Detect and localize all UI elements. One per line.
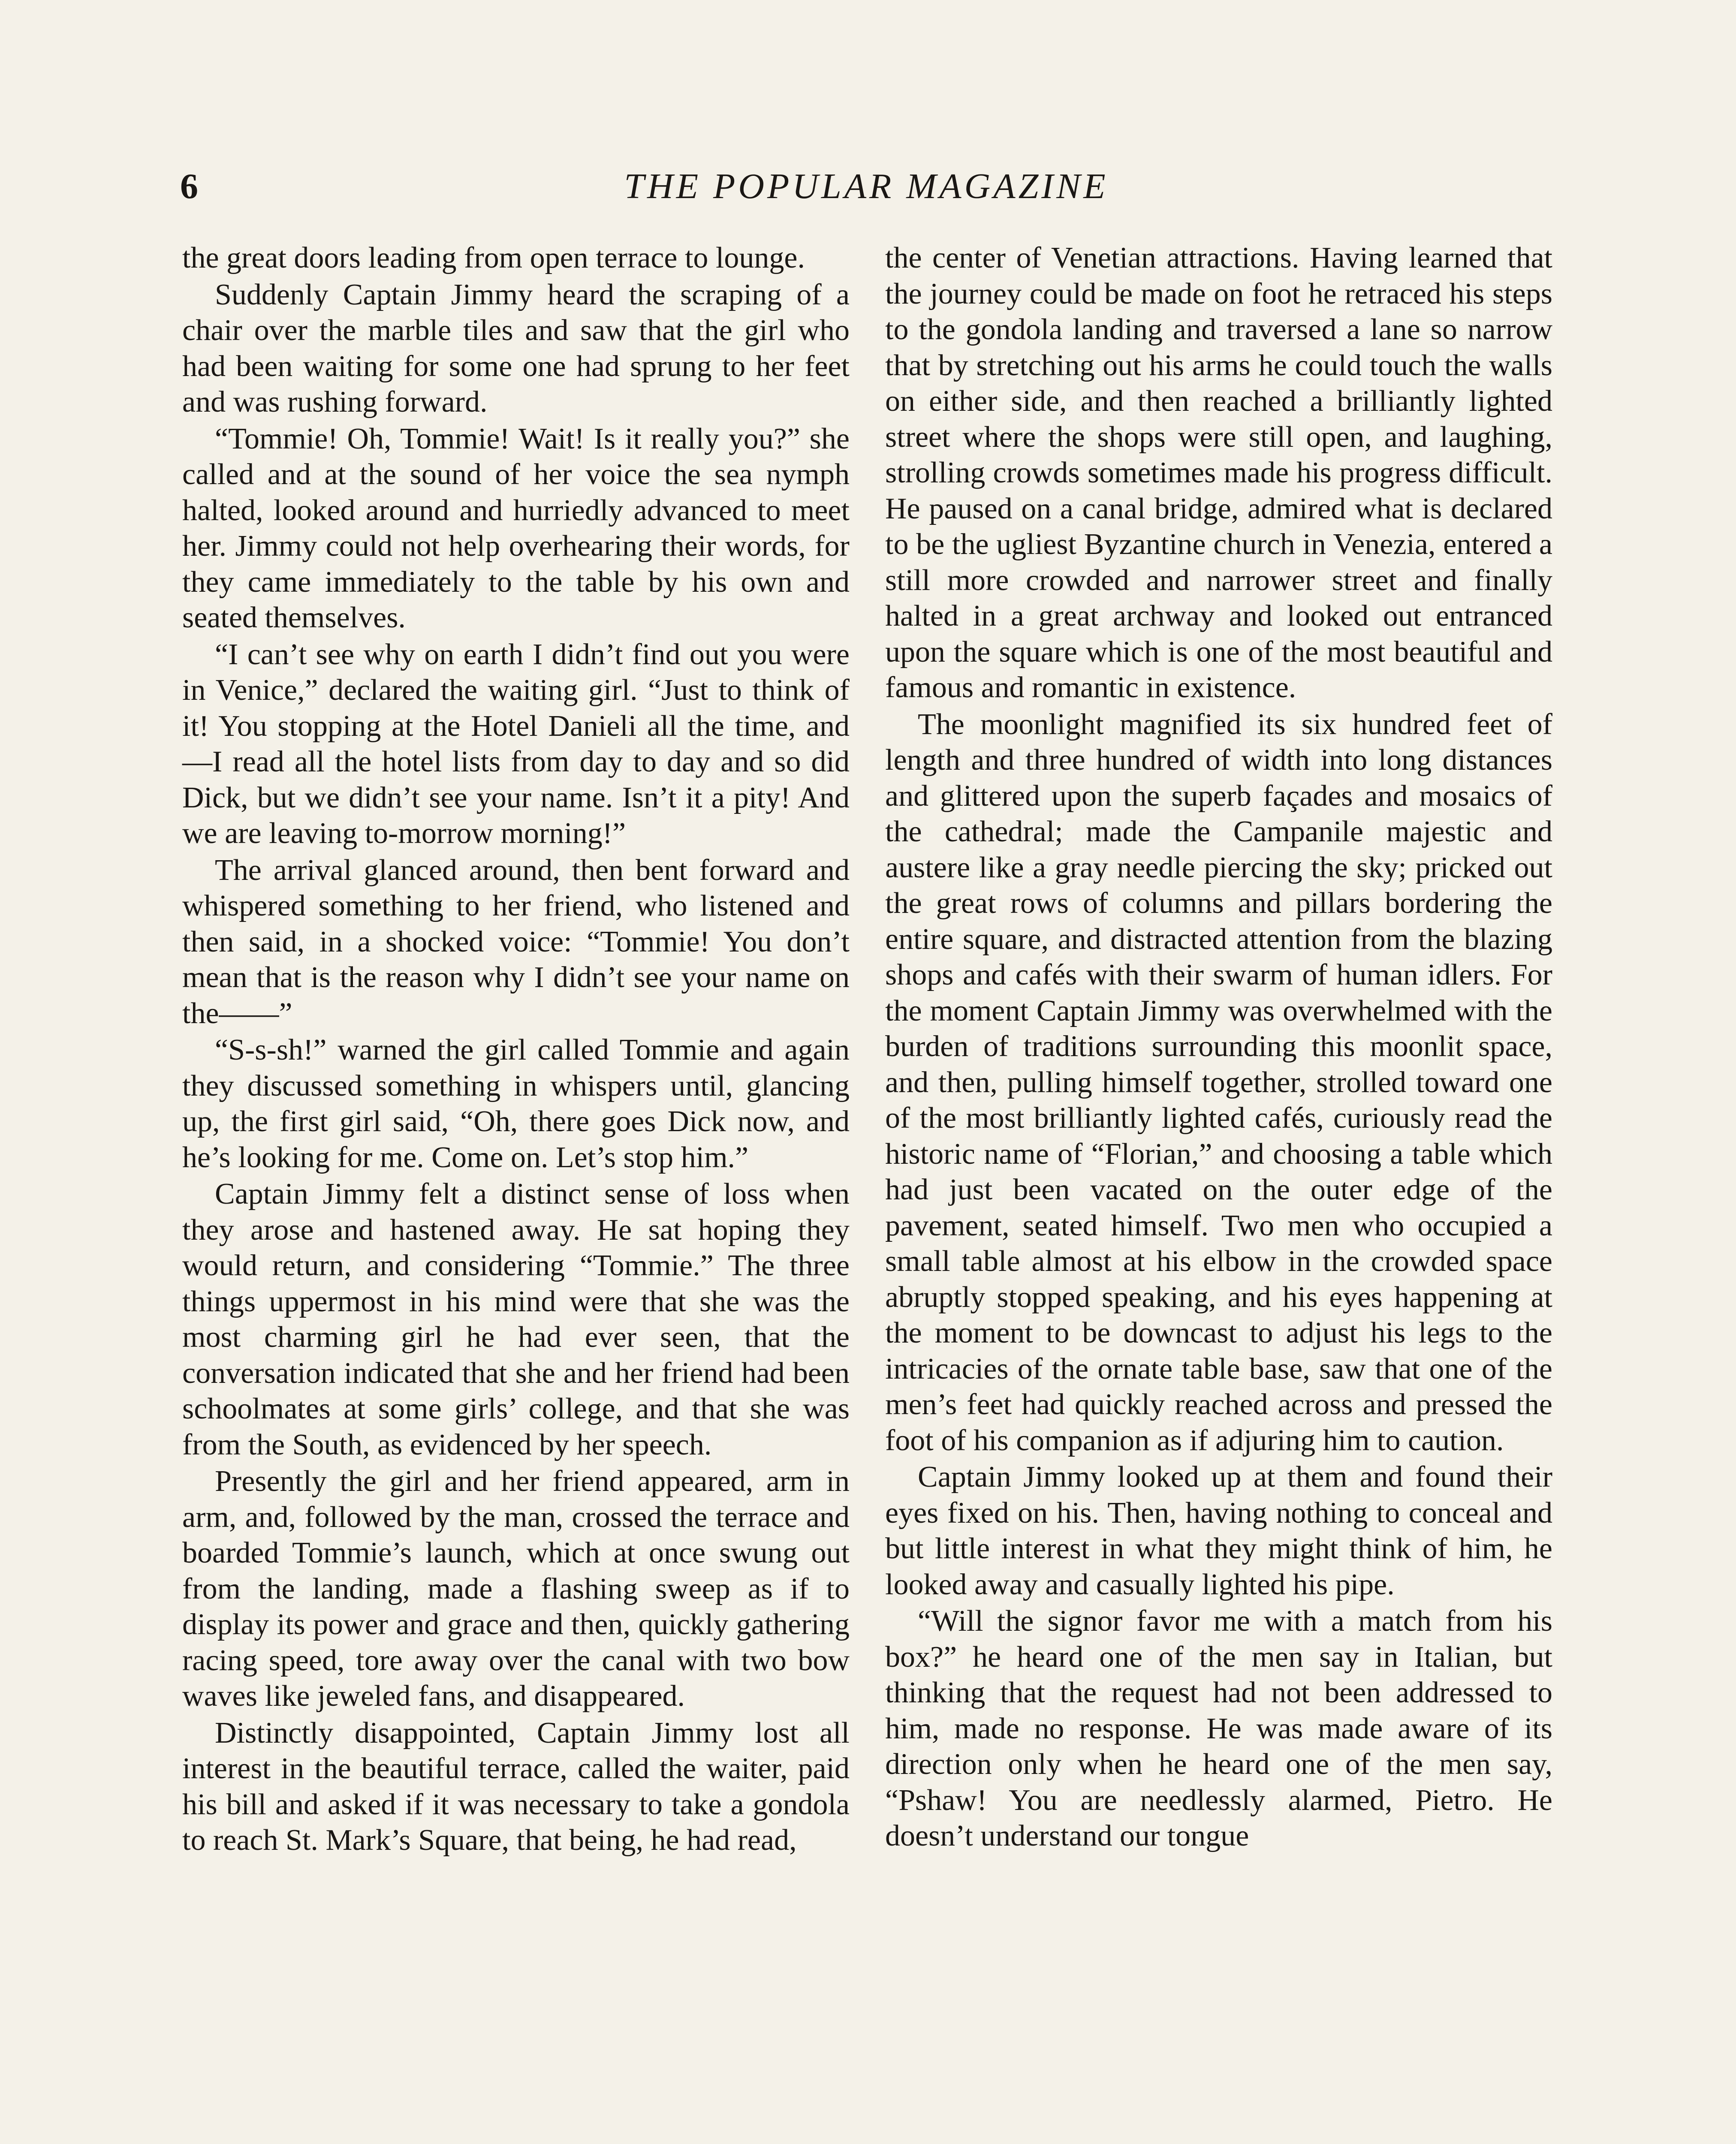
page-header — [180, 159, 1552, 219]
paragraph: Captain Jimmy looked up at them and found their eyes fixed on his. Then, having nothing to conceal and but little interest in what they might think of him, he looked away and casually lighted his pipe. — [885, 1460, 1552, 1601]
paragraph: “Will the signor favor me with a match from his box?” he heard one of the men say in Italian, but thinking that the request had not been addressed to him, made no response. He was made aware of its direction only when he heard one of the men say, “Pshaw! You are needlessly alarmed, Pietro. He doesn’t understand our tongue — [885, 1605, 1552, 1852]
paragraph: Presently the girl and her friend appeared, arm in arm, and, followed by the man, crossed the terrace and boarded Tommie’s launch, which at once swung out from the landing, made a flashing sweep as if to display its power and grace and then, quickly gathering racing speed, tore away over the canal with two bow waves like jeweled fans, and disappeared. — [182, 1465, 850, 1713]
paragraph: The arrival glanced around, then bent forward and whispered something to her friend, who listened and then said, in a shocked voice: “Tommie! You don’t mean that is the reason why I didn’t see your name on the——” — [182, 853, 850, 1030]
paragraph: “I can’t see why on earth I didn’t find out you were in Venice,” declared the waiting girl. “Just to think of it! You stopping at the Hotel Danieli all the time, and —I read all the hotel lists from day to day and so did Dick, but we didn’t see your name. Isn’t it a pity! And we are leaving to-morrow morning!” — [182, 638, 850, 850]
right-column — [885, 240, 1552, 1855]
page-number: 6 — [180, 166, 198, 206]
paragraph: Captain Jimmy felt a distinct sense of loss when they arose and hastened away. He sat hoping they would return, and considering “Tommie.” The three things uppermost in his mind were that she was the most charming girl he had ever seen, that the conversation indicated that she and her friend had been schoolmates at some girls’ college, and that she was from the South, as evidenced by her speech. — [182, 1177, 850, 1461]
left-column — [182, 240, 850, 1859]
paragraph: “Tommie! Oh, Tommie! Wait! Is it really you?” she called and at the sound of her voice the sea nymph halted, looked around and hurriedly advanced to meet her. Jimmy could not help overhearing their words, for they came immediately to the table by his own and seated themselves. — [182, 422, 850, 634]
paragraph: the great doors leading from open terrace to lounge. — [182, 241, 805, 274]
paragraph: Suddenly Captain Jimmy heard the scraping of a chair over the marble tiles and saw that the girl who had been waiting for some one had sprung to her feet and was rushing forward. — [182, 278, 850, 419]
paragraph: The moonlight magnified its six hundred feet of length and three hundred of width into long distances and glittered upon the superb façades and mosaics of the cathedral; made the Campanile majestic and austere like a gray needle piercing the sky; pricked out the great rows of columns and pillars bordering the entire square, and distracted attention from the blazing shops and cafés with their swarm of human idlers. For the moment Captain Jimmy was overwhelmed with the burden of traditions surrounding this moonlit space, and then, pulling himself together, strolled toward one of the most brilliantly lighted cafés, curiously read the historic name of “Florian,” and choosing a table which had just been vacated on the outer edge of the pavement, seated himself. Two men who occupied a small table almost at his elbow in the crowded space abruptly stopped speaking, and his eyes happening at the moment to be downcast to adjust his legs to the intricacies of the ornate table base, saw that one of the men’s feet had quickly reached across and pressed the foot of his companion as if adjuring him to caution. — [885, 708, 1552, 1457]
paragraph: “S-s-sh!” warned the girl called Tommie and again they discussed something in whispers until, glancing up, the first girl said, “Oh, there goes Dick now, and he’s looking for me. Come on. Let’s stop him.” — [182, 1033, 850, 1174]
paragraph: Distinctly disappointed, Captain Jimmy lost all interest in the beautiful terrace, called the waiter, paid his bill and asked if it was necessary to take a gondola to reach St. Mark’s Square, that being, he had read, — [182, 1716, 850, 1857]
running-title: THE POPULAR MAGAZINE — [624, 166, 1109, 206]
paragraph: the center of Venetian attractions. Having learned that the journey could be made on foot he retraced his steps to the gondola landing and traversed a lane so narrow that by stretching out his arms he could touch the walls on either side, and then reached a brilliantly lighted street where the shops were still open, and laughing, strolling crowds sometimes made his progress difficult. He paused on a canal bridge, admired what is declared to be the ugliest Byzantine church in Venezia, entered a still more crowded and narrower street and finally halted in a great archway and looked out entranced upon the square which is one of the most beautiful and famous and romantic in existence. — [885, 241, 1552, 704]
